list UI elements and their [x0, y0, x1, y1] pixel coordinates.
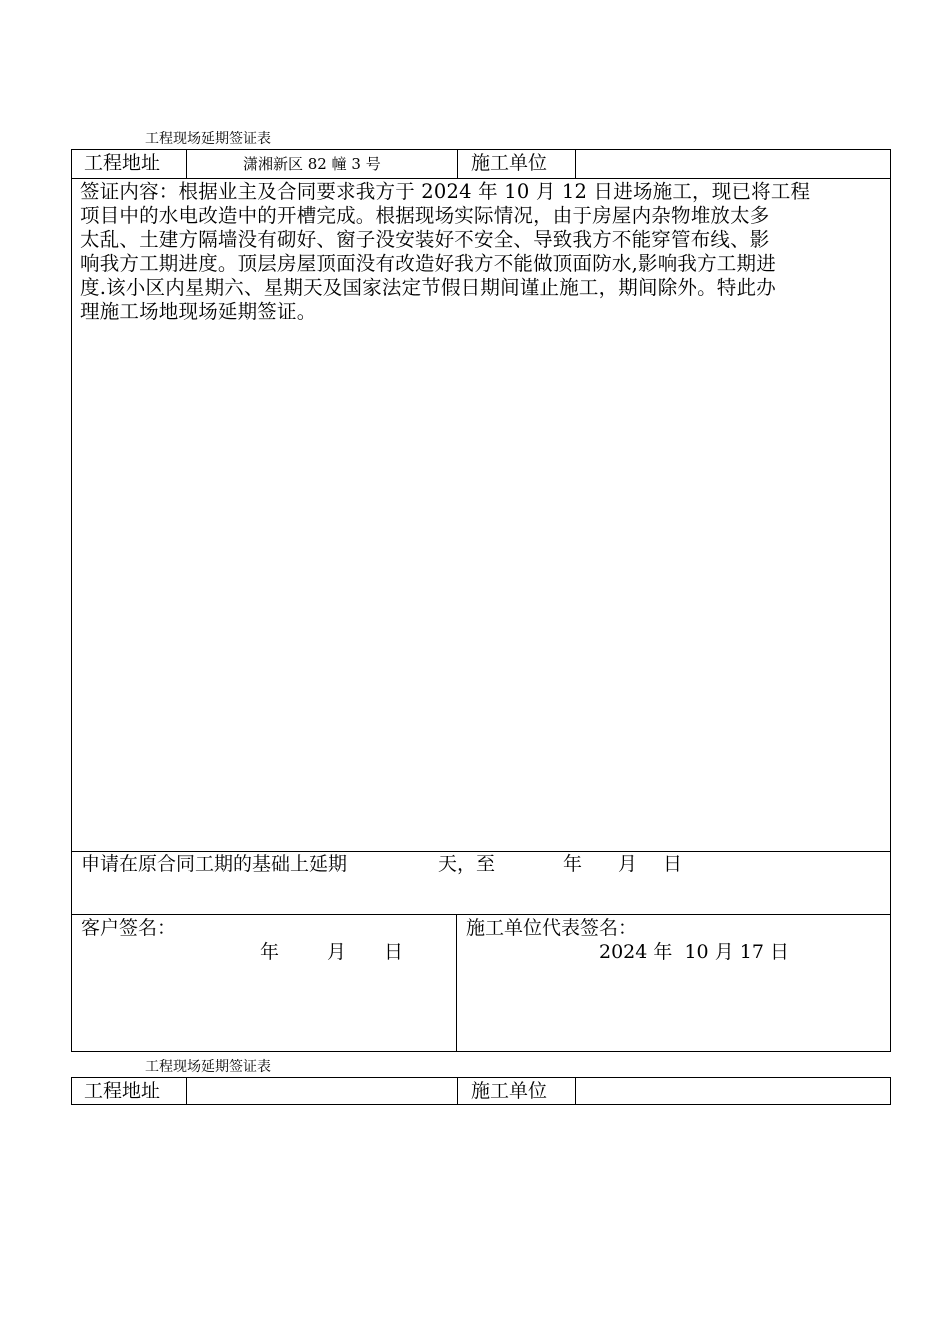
- content-line: 理施工场地现场延期签证。: [80, 300, 317, 323]
- content-line: 签证内容：根据业主及合同要求我方于 2024 年 10 月 12 日进场施工，现已将工程: [80, 180, 811, 203]
- visa-content: [80, 180, 886, 324]
- customer-signature-label: 客户签名：: [81, 917, 177, 939]
- unit-label-2: 施工单位: [471, 1080, 548, 1102]
- form-title: 工程现场延期签证表: [145, 131, 271, 147]
- content-line: 太乱、土建方隔墙没有砌好、窗子没安装好不安全、导致我方不能穿管布线、影: [80, 228, 770, 251]
- extension-year: 年: [563, 853, 583, 875]
- contractor-sign-date: 2024 年 10 月 17 日: [599, 941, 789, 963]
- unit-label: 施工单位: [471, 152, 548, 174]
- address-label: 工程地址: [84, 152, 161, 174]
- contractor-signature-label: 施工单位代表签名：: [466, 917, 638, 939]
- customer-sign-month: 月: [327, 941, 347, 963]
- content-line: 度.该小区内星期六、星期天及国家法定节假日期间谨止施工，期间除外。特此办: [80, 276, 776, 299]
- content-line: 响我方工期进度。顶层房屋顶面没有改造好我方不能做顶面防水,影响我方工期进: [80, 252, 776, 275]
- address-label-2: 工程地址: [84, 1080, 161, 1102]
- extension-prefix: 申请在原合同工期的基础上延期: [81, 853, 348, 875]
- address-value: 潇湘新区 82 幢 3 号: [243, 155, 381, 173]
- content-line: 项目中的水电改造中的开槽完成。根据现场实际情况，由于房屋内杂物堆放太多: [80, 204, 770, 227]
- customer-sign-day: 日: [384, 941, 404, 963]
- extension-days-suffix: 天，至: [438, 853, 496, 875]
- extension-month: 月: [618, 853, 638, 875]
- extension-day: 日: [663, 853, 683, 875]
- form-title-2: 工程现场延期签证表: [145, 1059, 271, 1075]
- customer-sign-year: 年: [260, 941, 280, 963]
